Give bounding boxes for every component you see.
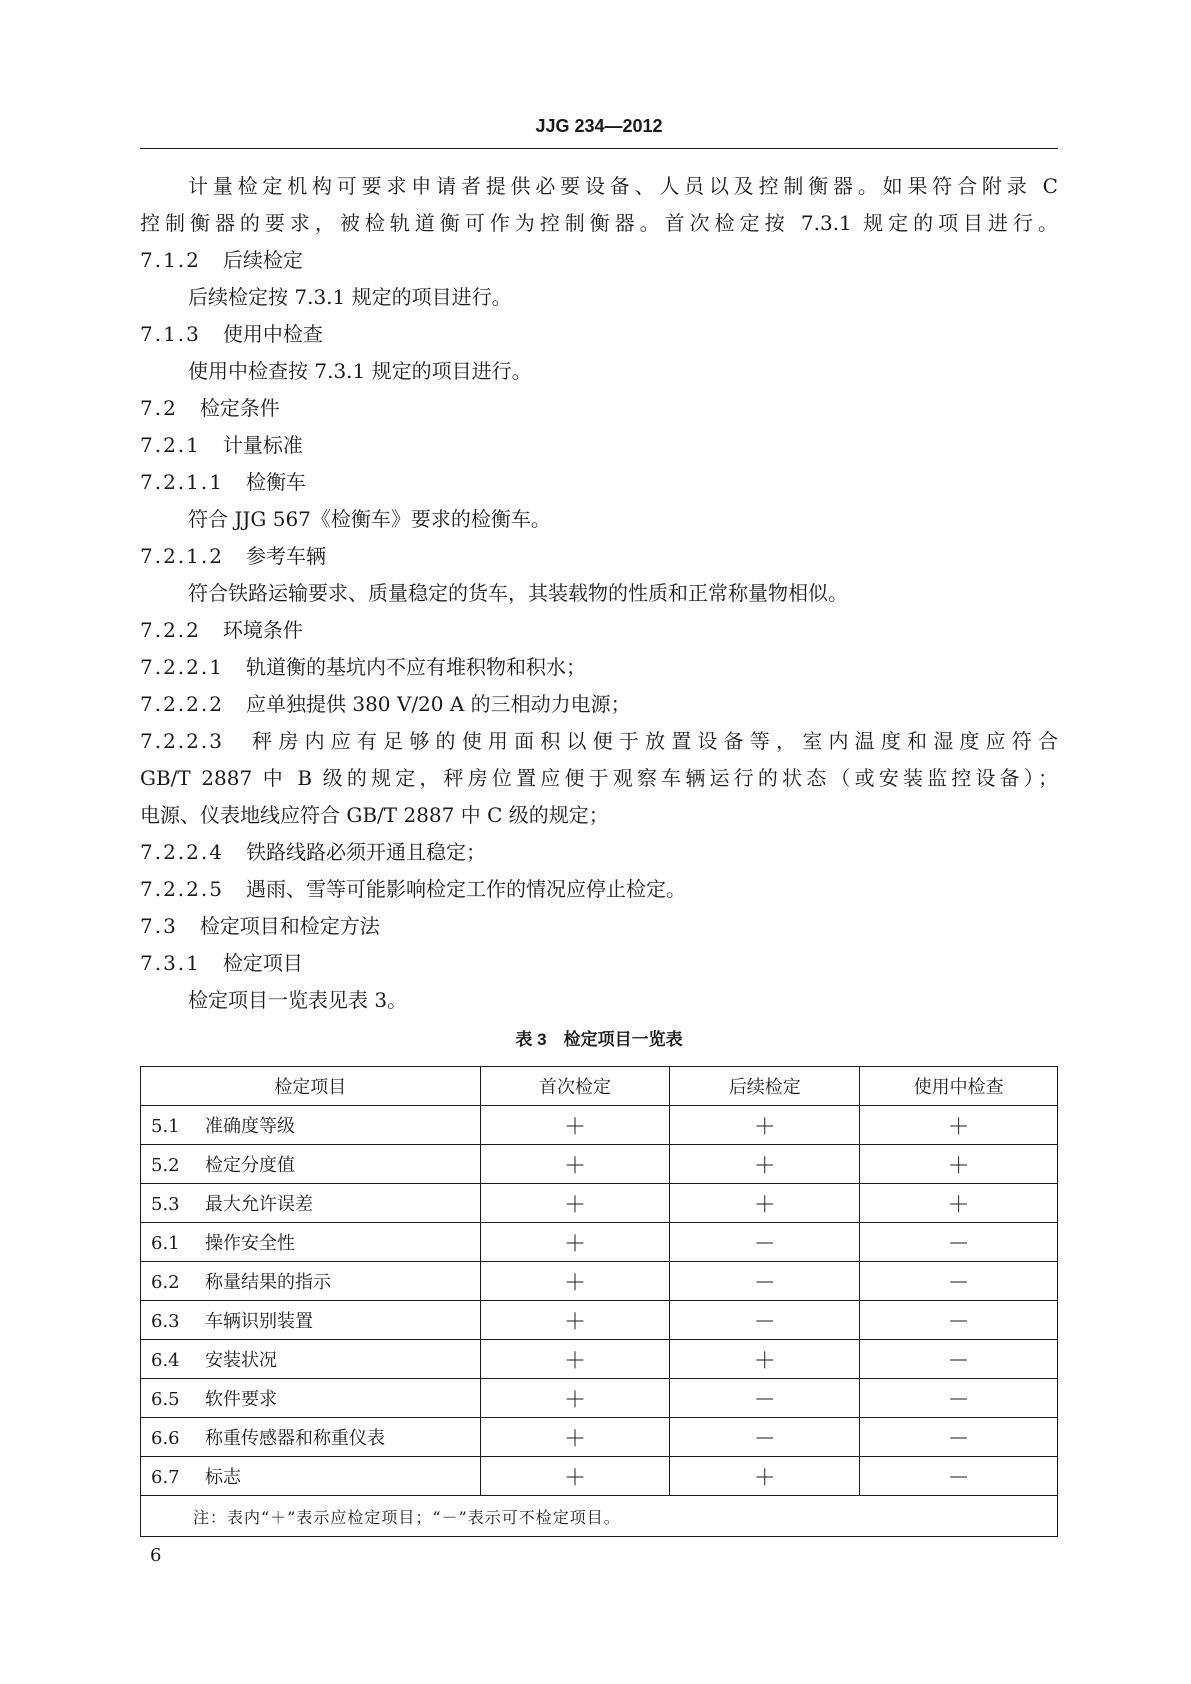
item-name: 软件要求 (205, 1389, 277, 1410)
section-number: 7.2.2.2 (140, 692, 224, 716)
section-title: 参考车辆 (245, 544, 326, 568)
column-header: 检定项目 (141, 1067, 481, 1106)
paragraph: 控制衡器的要求，被检轨道衡可作为控制衡器。首次检定按 7.3.1 规定的项目进行。 (140, 211, 1058, 235)
item-name: 车辆识别装置 (205, 1311, 313, 1332)
item-name: 称量结果的指示 (205, 1272, 331, 1293)
item-code: 5.1 (151, 1116, 180, 1137)
initial-mark: ＋ (480, 1262, 670, 1301)
section-heading (140, 908, 1058, 945)
table-row (141, 1418, 1058, 1457)
section-heading (140, 316, 1058, 353)
item-code: 6.1 (151, 1233, 180, 1254)
paragraph: 使用中检查按 7.3.1 规定的项目进行。 (188, 359, 532, 383)
item-cell (141, 1262, 481, 1301)
section-title: 使用中检查 (222, 322, 323, 346)
table-caption: 表 3 检定项目一览表 (515, 1030, 683, 1049)
section-number: 7.2.2.1 (140, 655, 224, 679)
section-heading (140, 612, 1058, 649)
column-header: 后续检定 (670, 1067, 860, 1106)
clause-text: 遇雨、雪等可能影响检定工作的情况应停止检定。 (245, 877, 686, 901)
subsequent-mark: － (670, 1301, 860, 1340)
item-cell (141, 1379, 481, 1418)
item-name: 标志 (205, 1467, 241, 1488)
initial-mark: ＋ (480, 1301, 670, 1340)
in-use-mark: － (860, 1457, 1058, 1496)
section-title: 检定条件 (199, 396, 280, 420)
table-note: 注：表内“＋”表示应检定项目；“－”表示可不检定项目。 (141, 1496, 1058, 1537)
item-cell (141, 1301, 481, 1340)
paragraph: 符合 JJG 567《检衡车》要求的检衡车。 (188, 507, 551, 531)
section-number: 7.2.1 (140, 433, 201, 457)
item-cell (141, 1184, 481, 1223)
clause (140, 834, 1058, 871)
initial-mark: ＋ (480, 1145, 670, 1184)
item-code: 5.3 (151, 1194, 180, 1215)
in-use-mark: － (860, 1301, 1058, 1340)
inspection-items-table (140, 1066, 1058, 1537)
initial-mark: ＋ (480, 1106, 670, 1145)
subsequent-mark: ＋ (670, 1184, 860, 1223)
page-number: 6 (150, 1545, 162, 1566)
item-cell (141, 1106, 481, 1145)
paragraph: 计量检定机构可要求申请者提供必要设备、人员以及控制衡器。如果符合附录 C (188, 174, 1058, 198)
table-row (141, 1184, 1058, 1223)
column-header: 使用中检查 (860, 1067, 1058, 1106)
item-cell (141, 1223, 481, 1262)
item-name: 安装状况 (205, 1350, 277, 1371)
section-number: 7.3.1 (140, 951, 201, 975)
paragraph: 检定项目一览表见表 3。 (188, 988, 408, 1012)
item-code: 6.6 (151, 1428, 180, 1449)
table-row (141, 1457, 1058, 1496)
section-title: 后续检定 (222, 248, 303, 272)
item-name: 操作安全性 (205, 1233, 295, 1254)
in-use-mark: ＋ (860, 1184, 1058, 1223)
section-number: 7.2.2.4 (140, 840, 224, 864)
clause (140, 723, 1058, 760)
item-name: 称重传感器和称重仪表 (205, 1428, 385, 1449)
item-cell (141, 1145, 481, 1184)
section-number: 7.2.1.1 (140, 470, 224, 494)
table-row (141, 1223, 1058, 1262)
section-title: 环境条件 (222, 618, 303, 642)
section-number: 7.2.1.2 (140, 544, 224, 568)
table-row (141, 1340, 1058, 1379)
section-heading (140, 538, 1058, 575)
item-code: 6.5 (151, 1389, 180, 1410)
column-header: 首次检定 (480, 1067, 670, 1106)
paragraph: 电源、仪表地线应符合 GB/T 2887 中 C 级的规定； (140, 803, 609, 827)
item-code: 5.2 (151, 1155, 180, 1176)
header-divider (140, 148, 1058, 149)
table-row (141, 1145, 1058, 1184)
section-heading (140, 464, 1058, 501)
clause-text: 轨道衡的基坑内不应有堆积物和积水； (245, 655, 586, 679)
body-text (140, 168, 1058, 1019)
section-heading (140, 242, 1058, 279)
item-code: 6.2 (151, 1272, 180, 1293)
subsequent-mark: － (670, 1418, 860, 1457)
in-use-mark: － (860, 1340, 1058, 1379)
initial-mark: ＋ (480, 1379, 670, 1418)
item-cell (141, 1340, 481, 1379)
section-title: 检定项目 (222, 951, 303, 975)
item-code: 6.7 (151, 1467, 180, 1488)
initial-mark: ＋ (480, 1457, 670, 1496)
table-note-row (141, 1496, 1058, 1537)
subsequent-mark: － (670, 1262, 860, 1301)
in-use-mark: － (860, 1223, 1058, 1262)
section-title: 检衡车 (245, 470, 306, 494)
section-number: 7.2.2.3 (140, 729, 224, 753)
initial-mark: ＋ (480, 1223, 670, 1262)
section-title: 计量标准 (222, 433, 303, 457)
item-code: 6.3 (151, 1311, 180, 1332)
in-use-mark: － (860, 1262, 1058, 1301)
section-title: 检定项目和检定方法 (199, 914, 380, 938)
in-use-mark: － (860, 1379, 1058, 1418)
initial-mark: ＋ (480, 1184, 670, 1223)
subsequent-mark: － (670, 1223, 860, 1262)
in-use-mark: － (860, 1418, 1058, 1457)
paragraph: 后续检定按 7.3.1 规定的项目进行。 (188, 285, 512, 309)
initial-mark: ＋ (480, 1418, 670, 1457)
section-number: 7.1.3 (140, 322, 201, 346)
clause (140, 871, 1058, 908)
item-cell (141, 1418, 481, 1457)
clause-text: 应单独提供 380 V/20 A 的三相动力电源； (245, 692, 631, 716)
section-number: 7.2 (140, 396, 178, 420)
item-cell (141, 1457, 481, 1496)
section-heading (140, 390, 1058, 427)
section-number: 7.1.2 (140, 248, 201, 272)
paragraph: GB/T 2887 中 B 级的规定，秤房位置应便于观察车辆运行的状态（或安装监控设备）； (140, 766, 1058, 790)
item-name: 最大允许误差 (205, 1194, 313, 1215)
section-number: 7.3 (140, 914, 178, 938)
item-code: 6.4 (151, 1350, 180, 1371)
table-row (141, 1301, 1058, 1340)
clause-text: 秤房内应有足够的使用面积以便于放置设备等，室内温度和湿度应符合 (245, 729, 1058, 753)
subsequent-mark: ＋ (670, 1457, 860, 1496)
section-number: 7.2.2 (140, 618, 201, 642)
table-row (141, 1262, 1058, 1301)
table-header-row (141, 1067, 1058, 1106)
item-name: 准确度等级 (205, 1116, 295, 1137)
subsequent-mark: ＋ (670, 1145, 860, 1184)
subsequent-mark: ＋ (670, 1340, 860, 1379)
subsequent-mark: － (670, 1379, 860, 1418)
table-row (141, 1106, 1058, 1145)
subsequent-mark: ＋ (670, 1106, 860, 1145)
in-use-mark: ＋ (860, 1106, 1058, 1145)
clause (140, 649, 1058, 686)
clause (140, 686, 1058, 723)
initial-mark: ＋ (480, 1340, 670, 1379)
running-header: JJG 234—2012 (535, 116, 663, 136)
section-number: 7.2.2.5 (140, 877, 224, 901)
section-heading (140, 427, 1058, 464)
paragraph: 符合铁路运输要求、质量稳定的货车，其装载物的性质和正常称量物相似。 (188, 581, 848, 605)
table-row (141, 1379, 1058, 1418)
section-heading (140, 945, 1058, 982)
in-use-mark: ＋ (860, 1145, 1058, 1184)
clause-text: 铁路线路必须开通且稳定； (245, 840, 486, 864)
item-name: 检定分度值 (205, 1155, 295, 1176)
